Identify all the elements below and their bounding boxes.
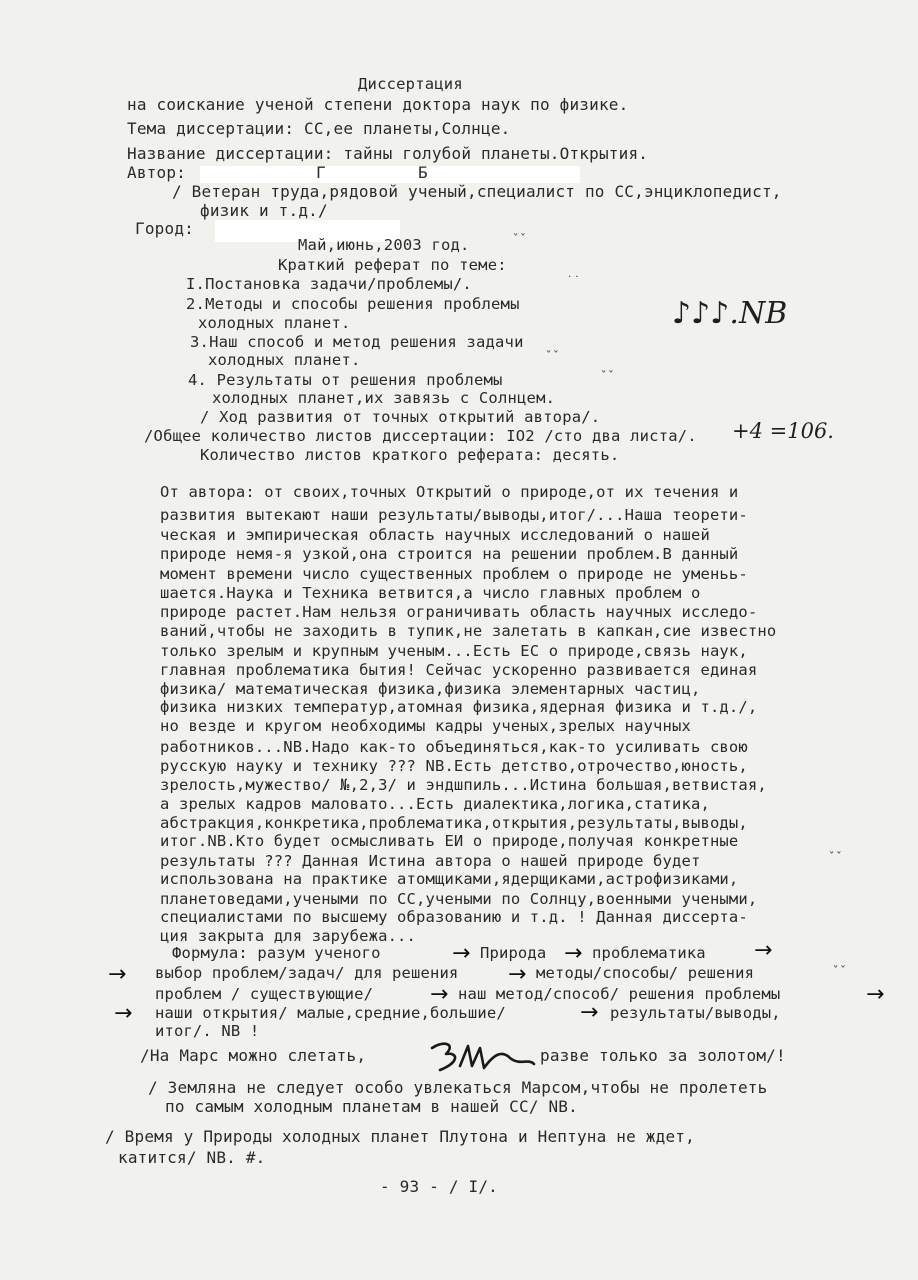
author-initial-2: Б (418, 163, 428, 182)
formula-term-results: результаты/выводы, (610, 1004, 781, 1022)
abstract-item-2-cont: холодных планет. (198, 314, 351, 332)
body-line: зрелость,мужество/ №,2,3/ и эндшпиль...Истина большая,ветвистая, (160, 776, 767, 794)
formula-term-nature: Природа (480, 944, 547, 962)
body-line: От автора: от своих,точных Открытий о природе,от их течения и (160, 483, 739, 501)
page-number: - 93 - / I/. (380, 1177, 498, 1196)
body-line: природе растет.Нам нельзя ограничивать область научных исследо- (160, 603, 758, 621)
body-line: результаты ??? Данная Истина автора о нашей природе будет (160, 852, 701, 870)
closing-line-cold-planets: по самым холодным планетам в нашей СС/ NB. (165, 1097, 578, 1116)
handwritten-margin-note: ♪♪♪.NB (672, 296, 788, 331)
abstract-item-3-cont: холодных планет. (208, 351, 361, 369)
body-line: абстракция,конкретика,проблематика,открытия,результаты,выводы, (160, 814, 748, 832)
formula-term-methods: методы/способы/ решения (536, 964, 755, 982)
body-line: физика/ математическая физика,физика элементарных частиц, (160, 680, 701, 698)
closing-line-earthlings: / Земляна не следует особо увлекаться Марсом,чтобы не пролететь (148, 1078, 768, 1097)
arrow-icon: → (108, 962, 127, 987)
author-description-1: / Ветеран труда,рядовой ученый,специалист по СС,энциклопедист, (172, 182, 782, 201)
body-line: момент времени число существенных проблем о природе не уменьь- (160, 565, 748, 583)
closing-line-gold: разве только за золотом/! (540, 1046, 786, 1065)
signature-icon (424, 1036, 536, 1082)
formula-term-choice: выбор проблем/задач/ для решения (155, 964, 459, 982)
body-line: только зрелым и крупным ученым...Есть ЕС о природе,связь наук, (160, 642, 748, 660)
ink-mark: ˇˇ (832, 964, 847, 978)
abstract-item-4-cont: холодных планет,их завязь с Солнцем. (212, 389, 556, 407)
arrow-icon: → (114, 1001, 133, 1026)
formula-term-existing: проблем / существующие/ (155, 985, 374, 1003)
closing-line-final: катится/ NB. #. (118, 1148, 266, 1167)
abstract-item-2: 2.Методы и способы решения проблемы (186, 295, 520, 313)
arrow-icon: → (508, 962, 527, 987)
body-line: планетоведами,учеными по СС,учеными по Солнцу,военными учеными, (160, 890, 758, 908)
arrow-icon: → (452, 941, 471, 966)
body-line: итог.NB.Кто будет осмысливать ЕИ о природе,получая конкретные (160, 832, 739, 850)
body-line: русскую науку и технику ??? NB.Есть детство,отрочество,юность, (160, 757, 748, 775)
author-description-2: физик и т.д./ (200, 201, 328, 220)
body-line: ваний,чтобы не заходить в тупик,не залетать в капкан,сие известно (160, 622, 777, 640)
body-line: главная проблематика бытия! Сейчас ускоренно развивается единая (160, 661, 758, 679)
formula-term-our-method: наш метод/способ/ решения проблемы (458, 985, 781, 1003)
total-sheets-line: /Общее количество листов диссертации: IO2 /сто два листа/. (144, 427, 697, 445)
body-line: шается.Наука и Техника ветвится,а число главных проблем о (160, 584, 701, 602)
date-line: Май,июнь,2003 год. (298, 236, 470, 254)
body-line: но везде и кругом необходимы кадры ученых,зрелых научных (160, 717, 691, 735)
ink-mark: ˇˇ (512, 232, 527, 246)
header-line-topic: Тема диссертации: СС,ее планеты,Солнце. (127, 119, 511, 138)
header-line-name: Название диссертации: тайны голубой планеты.Открытия. (127, 144, 649, 163)
abstract-sheets-line: Количество листов краткого реферата: десять. (200, 446, 620, 464)
abstract-item-5: / Ход развития от точных открытий автора/. (200, 408, 601, 426)
body-line: ция закрыта для зарубежа... (160, 927, 417, 945)
abstract-heading: Краткий реферат по теме: (278, 256, 507, 274)
ink-mark: ˇˇ (600, 369, 615, 383)
redacted-author (200, 163, 580, 183)
formula-label: Формула: разум ученого (172, 944, 381, 962)
abstract-item-3: 3.Наш способ и метод решения задачи (190, 333, 524, 351)
body-line: природе немя-я узкой,она строится на решении проблем.В данный (160, 545, 739, 563)
body-line: специалистами по высшему образованию и т.д. ! Данная диссерта- (160, 908, 748, 926)
ink-mark: ˇˇ (828, 850, 843, 864)
body-line: использована на практике атомщиками,ядерщиками,астрофизиками, (160, 870, 739, 888)
arrow-icon: → (866, 982, 885, 1007)
closing-line-mars: /На Марс можно слетать, (140, 1046, 367, 1065)
author-label: Автор: (127, 163, 186, 182)
arrow-icon: → (580, 1000, 599, 1025)
body-line: физика низких температур,атомная физика,ядерная физика и т.д./, (160, 698, 758, 716)
formula-term-problems: проблематика (592, 944, 706, 962)
ink-mark: ˇˇ (545, 349, 560, 363)
formula-term-total: итог/. NB ! (155, 1022, 260, 1040)
body-line: развития вытекают наши результаты/выводы,итог/...Наша теорети- (160, 506, 748, 524)
abstract-item-4: 4. Результаты от решения проблемы (188, 371, 503, 389)
ink-mark: ˙˙ (566, 274, 581, 288)
closing-line-time: / Время у Природы холодных планет Плутона и Нептуна не ждет, (105, 1127, 695, 1146)
body-line: а зрелых кадров маловато...Есть диалектика,логика,статика, (160, 795, 710, 813)
header-line-degree: на соискание ученой степени доктора наук по физике. (127, 95, 629, 114)
formula-term-discoveries: наши открытия/ малые,средние,большие/ (155, 1004, 506, 1022)
city-label: Город: (135, 219, 194, 238)
arrow-icon: → (430, 982, 449, 1007)
author-initial-1: Г (316, 163, 326, 182)
abstract-item-1: I.Постановка задачи/проблемы/. (186, 275, 472, 293)
arrow-icon: → (564, 941, 583, 966)
body-line: ческая и эмпирическая область научных исследований о нашей (160, 526, 710, 544)
handwritten-sheet-count: +4 =106. (732, 419, 834, 443)
arrow-icon: → (754, 938, 773, 963)
dissertation-title: Диссертация (358, 75, 463, 93)
body-line: работников...NB.Надо как-то объединяться,как-то усиливать свою (160, 738, 748, 756)
